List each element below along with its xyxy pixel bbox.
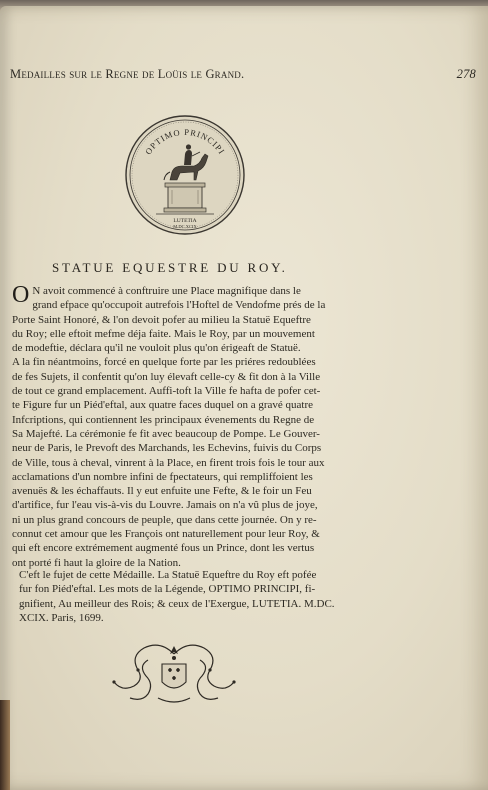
text-line: de tout ce grand emplacement. Auffi-toft la Ville fe hafta de pofer cet-	[12, 385, 321, 398]
text-line: Porte Saint Honoré, & l'on devoit pofer au milieu la Statuë Equeftre	[12, 313, 311, 326]
text-line: XCIX. Paris, 1699.	[19, 611, 104, 624]
text-line: avenuës & les échaffauts. Il y eut enfuite une Fefte, & le foir un Feu	[12, 485, 312, 498]
text-line: gnifient, Au meilleur des Rois; & ceux de l'Exergue, LUTETIA. M.DC.	[19, 597, 335, 610]
medal-exergue-line1: LUTETIA	[173, 218, 197, 224]
text-line: ont porté fi haut la gloire de la Nation.	[12, 556, 181, 569]
text-line: de Ville, tous à cheval, vinrent à la Place, en firent trois fois le tour aux	[12, 456, 325, 469]
text-line: neur de Paris, le Prevoft des Marchands, les Echevins, fuivis du Corps	[12, 442, 322, 455]
drop-cap: O	[12, 282, 30, 308]
text-line: acclamations d'un nombre infini de fpectateurs, qui rempliffoient les	[12, 470, 313, 483]
text-line: grand efpace qu'occupoit autrefois l'Hoftel de Vendofme prés de la	[32, 299, 326, 312]
text-line: A la fin néantmoins, forcé en quelque forte par les priéres redoublées	[12, 356, 316, 369]
running-head	[10, 67, 480, 82]
paragraph-2-lines	[19, 568, 384, 625]
fleuron-cul-de-lampe-icon	[108, 636, 240, 708]
running-head-title: Medailles sur le Regne de Loüis le Grand.	[10, 67, 245, 81]
text-line: Sa Majefté. La cérémonie fe fit avec beaucoup de Pompe. Le Gouver-	[12, 427, 320, 440]
paragraph-1-lines	[12, 284, 372, 570]
text-line: fur fon Piéd'eftal. Les mots de la Légende, OPTIMO PRINCIPI, fi-	[19, 583, 316, 596]
text-line: te Figure fur un Piéd'eftal, aux quatre faces duquel on a gravé quatre	[12, 399, 314, 412]
text-line: N avoit commencé à conftruire une Place magnifique dans le	[32, 285, 301, 297]
text-line: connut cet amour que les François ont naturellement pour leur Roy, &	[12, 528, 320, 541]
text-line: Infcriptions, qui contiennent les principaux évenements du Regne de	[12, 413, 315, 426]
medal-legend: OPTIMO PRINCIPI	[142, 126, 228, 157]
text-line: qui eft encore extrémement augmenté fous un Prince, dont les vertus	[12, 542, 315, 555]
text-line: de modeftie, déclara qu'il ne vouloit plus qu'on érigeaft de Statuë.	[12, 342, 301, 355]
paragraph-2	[19, 568, 384, 625]
text-line: d'artifice, fur l'eau vis-à-vis du Louvre. Jamais on n'a vû plus de joye,	[12, 499, 318, 512]
paragraph-1	[12, 284, 372, 570]
medal-exergue-line2: M.DC.XCIX	[173, 224, 197, 229]
medal-illustration	[124, 114, 246, 236]
medal-icon	[124, 114, 246, 236]
text-line: ni un plus grand concours de peuple, que dans cette journée. On y re-	[12, 513, 317, 526]
text-line: C'eft le fujet de cette Médaille. La Statuë Equeftre du Roy eft pofée	[19, 569, 317, 581]
page-edge-shadow	[0, 700, 10, 790]
section-heading: STATUE EQUESTRE DU ROY.	[52, 260, 288, 275]
text-line: de fes Sujets, il confentit qu'on luy élevaft celle-cy & fit don à la Ville	[12, 370, 321, 383]
text-line: du Roy; elle eftoit mefme déja faite. Mais le Roy, par un mouvement	[12, 327, 315, 340]
page-number: 278	[456, 67, 476, 81]
